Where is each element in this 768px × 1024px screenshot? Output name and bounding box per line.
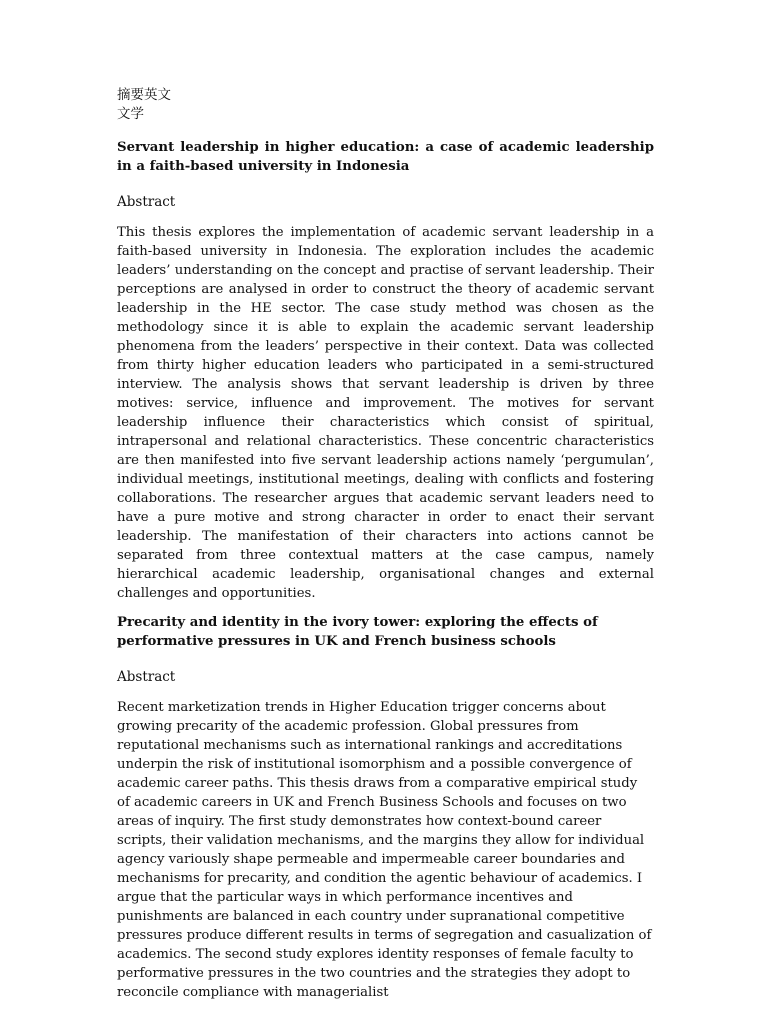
abstract-text: Recent marketization trends in Higher Education trigger concerns about growing precarity of the academic profession. Global pressures from reputational mechanisms such as international rankings and accreditations underpin the risk of institutional isomorphism and a possible convergence of academic career paths. This thesis draws from a comparative empirical study of academic careers in UK and French Business Schools and focuses on two areas of inquiry. The first study demonstrates how context-bound career scripts, their validation mechanisms, and the margins they allow for individual agency variously shape permeable and impermeable career boundaries and mechanisms for precarity, and condition the agentic behaviour of academics. I argue that the particular ways in which performance incentives and punishments are balanced in each country under supranational competitive pressures produce different results in terms of segregation and casualization of academics. The second study explores identity responses of female faculty to performative pressures in the two countries and the strategies they adopt to reconcile compliance with managerialist (117, 700, 652, 1000)
abstract-heading: Abstract (117, 194, 176, 210)
header-line-1: 摘要英文 (117, 87, 171, 103)
paper-section-1 (117, 138, 654, 603)
paper-title: Precarity and identity in the ivory tower: exploring the effects of performative pressures in UK and French business schools (117, 615, 598, 649)
abstract-text: This thesis explores the implementation of academic servant leadership in a faith-based university in Indonesia. The exploration includes the academic leaders’ understanding on the concept and practise of servant leadership. Their perceptions are analysed in order to construct the theory of academic servant leadership in the HE sector. The case study method was chosen as the methodology since it is able to explain the academic servant leadership phenomena from the leaders’ perspective in their context. Data was collected from thirty higher education leaders who participated in a semi-structured interview. The analysis shows that servant leadership is driven by three motives: service, influence and improvement. The motives for servant leadership influence their characteristics which consist of spiritual, intrapersonal and relational characteristics. These concentric characteristics are then manifested into five servant leadership actions namely ‘pergumulan’, individual meetings, institutional meetings, dealing with conflicts and fostering collaborations. The researcher argues that academic servant leaders need to have a pure motive and strong character in order to enact their servant leadership. The manifestation of their characters into actions cannot be separated from three contextual matters at the case campus, namely hierarchical academic leadership, organisational changes and external challenges and opportunities. (117, 225, 654, 601)
paper-section-2 (117, 613, 654, 1002)
abstract-heading: Abstract (117, 669, 176, 685)
paper-title: Servant leadership in higher education: a case of academic leadership in a faith-based university in Indonesia (117, 140, 654, 174)
header-line-2: 文学 (117, 106, 144, 122)
document-header (117, 86, 654, 124)
